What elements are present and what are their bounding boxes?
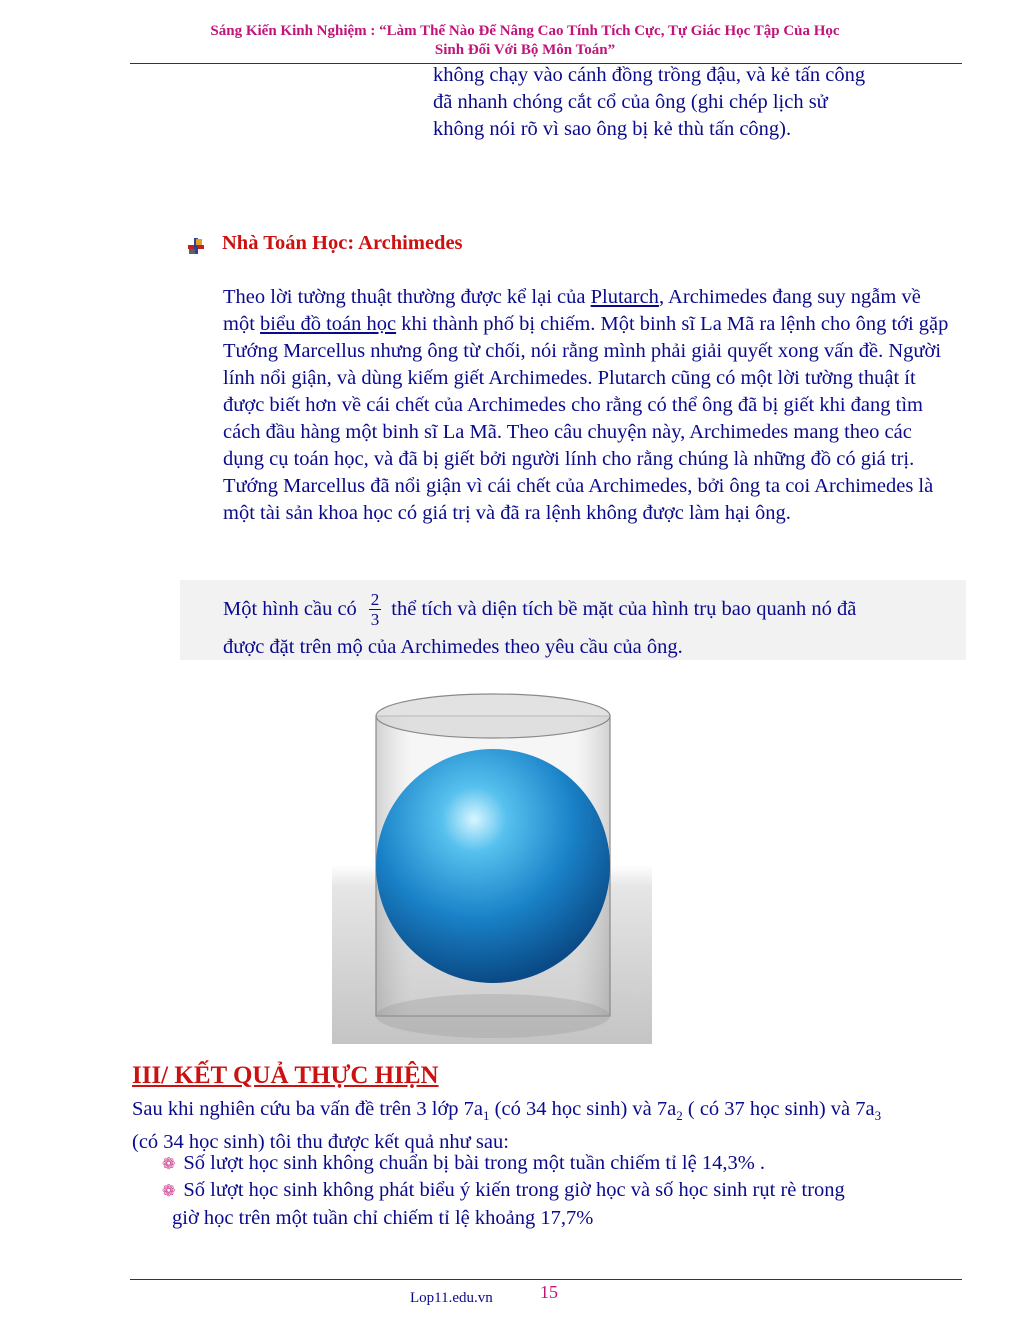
highlight-line2: được đặt trên mộ của Archimedes theo yêu cầu của ông. xyxy=(223,636,683,658)
list-item-text: Số lượt học sinh không chuẩn bị bài trong một tuần chiếm tỉ lệ 14,3% . xyxy=(183,1152,766,1174)
results-title: III/ KẾT QUẢ THỰC HIỆN xyxy=(132,1062,439,1089)
highlight-text: thể tích và diện tích bề mặt của hình trụ bao quanh nó đã xyxy=(391,598,857,620)
section-title: Nhà Toán Học: Archimedes xyxy=(222,232,463,254)
paragraph-text: Theo lời tường thuật thường được kể lại của xyxy=(223,286,591,308)
list-item-text: Số lượt học sinh không phát biểu ý kiến trong giờ học và số học sinh rụt rè trong xyxy=(183,1179,845,1201)
paragraph-text: , Archimedes đang suy ngẫm về một xyxy=(223,286,921,335)
intro-line: không chạy vào cánh đồng trồng đậu, và kẻ tấn công xyxy=(433,64,866,86)
class-subscript: 2 xyxy=(676,1108,683,1124)
page-header xyxy=(130,22,920,60)
page-number: 15 xyxy=(540,1282,558,1302)
list-item-text: giờ học trên một tuần chỉ chiếm tỉ lệ khoảng 17,7% xyxy=(172,1207,594,1229)
paragraph-text: khi thành phố bị chiếm. Một binh sĩ La Mã ra lệnh cho ông tới gặp Tướng Marcellus nhưng ông từ chối, nói rằng mình phải giải quyết xong vấn đề. Người lính nổi giận, và dùng kiếm giết Archimedes. Plutarch cũng có một lời tường thuật ít được biết hơn về cái chết của Archimedes cho rằng có thể ông đã bị giết khi đang tìm cách đầu hàng một binh sĩ La Mã. Theo câu chuyện này, Archimedes mang theo các dụng cụ toán học, và đã bị giết bởi người lính cho rằng chúng là những đồ có giá trị. Tướng Marcellus đã nổi giận vì cái chết của Archimedes, bởi ông ta coi Archimedes là một tài sản khoa học có giá trị và đã ra lệnh không được làm hại ông. xyxy=(223,313,949,524)
sphere-in-cylinder-image xyxy=(332,686,652,1044)
header-title-line2: Sinh Đối Với Bộ Môn Toán” xyxy=(434,42,616,58)
math-diagram-link[interactable]: biểu đồ toán học xyxy=(260,313,397,335)
archimedes-paragraph xyxy=(223,284,953,527)
results-intro xyxy=(132,1096,912,1156)
intro-text xyxy=(433,62,953,143)
footer-site: Lop11.edu.vn xyxy=(410,1290,493,1306)
footer-rule xyxy=(130,1279,962,1280)
highlight-text: Một hình cầu có xyxy=(223,598,357,620)
bullet-cube-icon xyxy=(186,236,206,256)
class-subscript: 1 xyxy=(483,1108,490,1124)
class-subscript: 3 xyxy=(874,1108,882,1124)
list-item xyxy=(162,1150,765,1178)
fraction-numerator: 2 xyxy=(370,590,380,609)
intro-line: không nói rõ vì sao ông bị kẻ thù tấn công). xyxy=(433,118,792,140)
flower-bullet-icon: ❁ xyxy=(162,1183,176,1200)
results-intro-text: (có 34 học sinh) và 7a xyxy=(489,1098,677,1120)
fraction xyxy=(369,590,382,629)
results-intro-text: (có 34 học sinh) tôi thu được kết quả như sau: xyxy=(132,1131,509,1154)
header-title-line1: Sáng Kiến Kinh Nghiệm : “Làm Thế Nào Để Nâng Cao Tính Tích Cực, Tự Giác Học Tập Của Học xyxy=(210,23,840,39)
results-intro-text: Sau khi nghiên cứu ba vấn đề trên 3 lớp 7a xyxy=(132,1098,484,1120)
flower-bullet-icon: ❁ xyxy=(162,1156,176,1173)
intro-line: đã nhanh chóng cắt cổ của ông (ghi chép lịch sử xyxy=(433,91,828,113)
plutarch-link[interactable]: Plutarch xyxy=(590,286,659,308)
list-item xyxy=(162,1177,952,1232)
fraction-denominator: 3 xyxy=(370,610,380,629)
highlight-line1 xyxy=(223,590,856,629)
results-intro-text: ( có 37 học sinh) và 7a xyxy=(682,1098,875,1120)
